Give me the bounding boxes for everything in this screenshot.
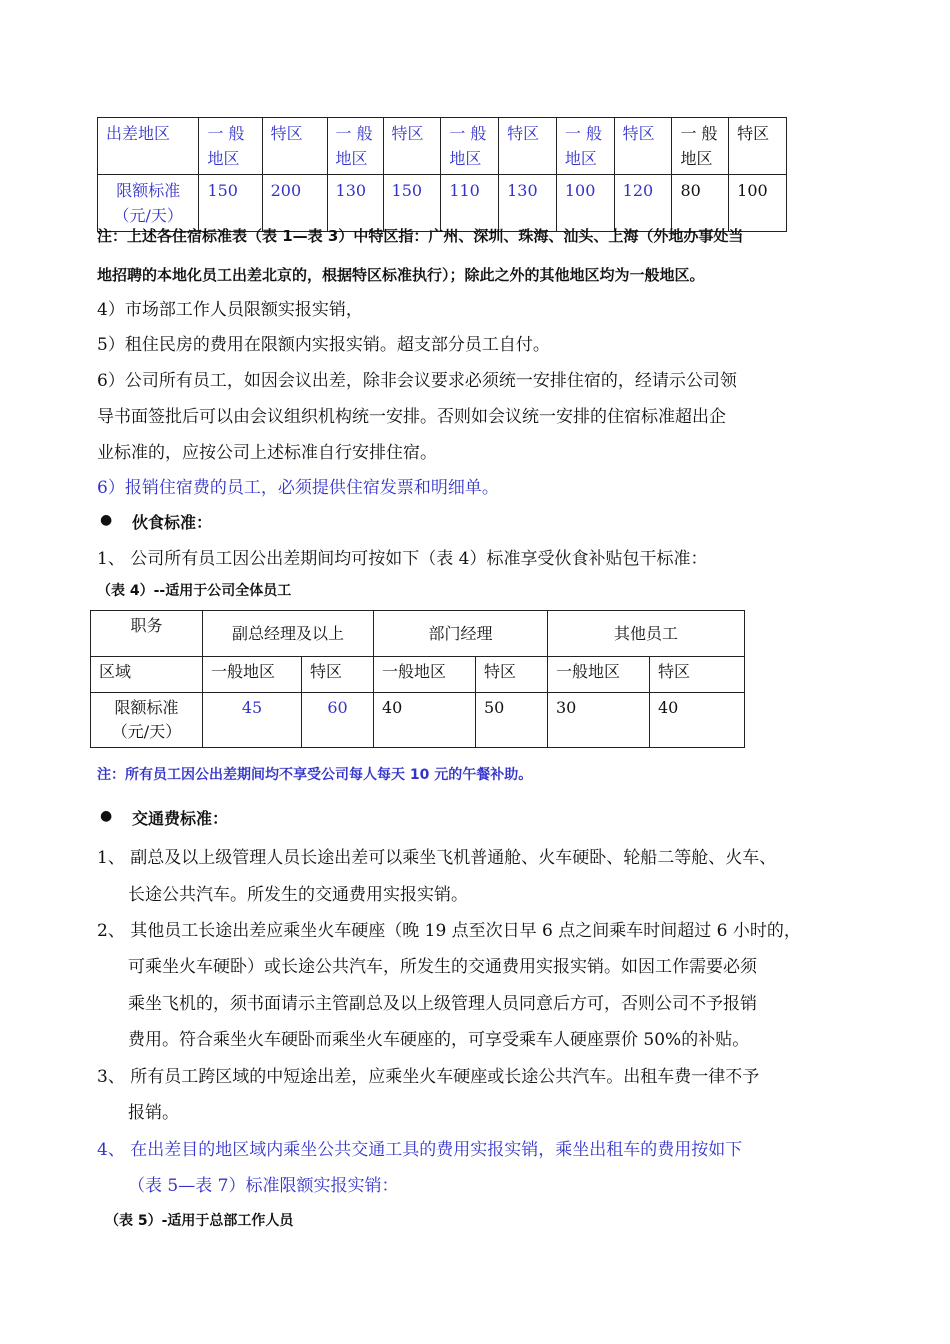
table4-caption: （表 4）--适用于公司全体员工 <box>97 583 292 599</box>
transport-item-1-text: 1、 副总及以上级管理人员长途出差可以乘坐飞机普通舱、火车硬卧、轮船二等舱、火车、 <box>97 848 777 868</box>
lodging-item-4: 4）市场部工作人员限额实报实销， <box>97 300 363 320</box>
transport-item-1-line1 <box>97 843 776 868</box>
region-label-cell: 区域 <box>91 657 203 693</box>
lodging-standard-table <box>97 117 787 232</box>
lodging-item-6-line3: 业标准的，应按公司上述标准自行安排住宿。 <box>97 443 437 463</box>
limit-value-cell: 40 <box>650 693 745 748</box>
transport-item-4-line2: （表 5—表 7）标准限额实报实销： <box>128 1176 399 1196</box>
limit-value-cell: 100 <box>556 175 614 232</box>
table5-caption: （表 5）-适用于总部工作人员 <box>105 1213 294 1229</box>
other-staff-header-cell: 其他员工 <box>548 611 745 657</box>
transport-item-3-line2: 报销。 <box>128 1103 179 1123</box>
note-lunch-allowance: 注：所有员工因公出差期间均不享受公司每人每天 10 元的午餐补助。 <box>97 767 533 783</box>
limit-value-cell: 150 <box>199 175 262 232</box>
limit-value-cell: 80 <box>672 175 729 232</box>
special-region-cell: 特区 <box>499 118 557 175</box>
bullet-icon: ● <box>100 512 113 528</box>
region-header-cell: 出差地区 <box>98 118 199 175</box>
limit-value-cell: 60 <box>302 693 374 748</box>
meal-item-1: 1、 公司所有员工因公出差期间均可按如下（表 4）标准享受伙食补贴包干标准： <box>97 549 708 569</box>
limit-value-cell: 50 <box>476 693 548 748</box>
general-region-cell: 一 般 地区 <box>199 118 262 175</box>
transport-item-1-line2: 长途公共汽车。所发生的交通费用实报实销。 <box>128 885 468 905</box>
transport-item-2-line3: 乘坐飞机的，须书面请示主管副总及以上级管理人员同意后方可，否则公司不予报销 <box>128 994 757 1014</box>
meal-allowance-table <box>90 610 745 748</box>
special-region-cell: 特区 <box>383 118 441 175</box>
meal-heading: 伙食标准： <box>132 513 213 532</box>
limit-value-cell: 120 <box>614 175 672 232</box>
general-region-cell: 一 般 地区 <box>327 118 383 175</box>
limit-value-cell: 200 <box>262 175 327 232</box>
lodging-item-6-line2: 导书面签批后可以由会议组织机构统一安排。否则如会议统一安排的住宿标准超出企 <box>97 407 726 427</box>
general-region-cell: 一 般 地区 <box>556 118 614 175</box>
vp-header-cell: 副总经理及以上 <box>203 611 374 657</box>
special-region-cell: 特区 <box>614 118 672 175</box>
transport-item-2-line1: 2、 其他员工长途出差应乘坐火车硬座（晚 19 点至次日早 6 点之间乘车时间超过 6 小时的， <box>97 921 801 941</box>
special-region-cell: 特区 <box>729 118 787 175</box>
limit-value-cell: 45 <box>203 693 302 748</box>
limit-label-cell: 限额标准（元/天） <box>91 693 203 748</box>
special-region-cell: 特区 <box>476 657 548 693</box>
general-region-cell: 一 般 地区 <box>441 118 499 175</box>
special-region-cell: 特区 <box>650 657 745 693</box>
limit-value-cell: 130 <box>327 175 383 232</box>
limit-value-cell: 30 <box>548 693 650 748</box>
general-region-cell: 一般地区 <box>203 657 302 693</box>
limit-value-cell: 110 <box>441 175 499 232</box>
lodging-item-receipt: 6）报销住宿费的员工，必须提供住宿发票和明细单。 <box>97 478 499 498</box>
dept-manager-header-cell: 部门经理 <box>374 611 548 657</box>
lodging-item-6-line1: 6）公司所有员工，如因会议出差，除非会议要求必须统一安排住宿的，经请示公司领 <box>97 371 737 391</box>
transport-item-2-line2: 可乘坐火车硬卧）或长途公共汽车，所发生的交通费用实报实销。如因工作需要必须 <box>128 957 757 977</box>
limit-label-cell: 限额标准（元/天） <box>98 175 199 232</box>
special-region-cell: 特区 <box>302 657 374 693</box>
position-header-cell: 职务 <box>91 611 203 657</box>
note-special-regions-1: 注：上述各住宿标准表（表 1—表 3）中特区指：广州、深圳、珠海、汕头、上海（外地办事处当 <box>97 227 744 245</box>
limit-value-cell: 130 <box>499 175 557 232</box>
lodging-item-5: 5）租住民房的费用在限额内实报实销。超支部分员工自付。 <box>97 335 550 355</box>
note-special-regions-2: 地招聘的本地化员工出差北京的，根据特区标准执行）；除此之外的其他地区均为一般地区。 <box>97 266 705 284</box>
limit-value-cell: 40 <box>374 693 476 748</box>
general-region-cell: 一般地区 <box>374 657 476 693</box>
transport-item-4-line1: 4、 在出差目的地区域内乘坐公共交通工具的费用实报实销，乘坐出租车的费用按如下 <box>97 1140 743 1160</box>
transport-heading: 交通费标准： <box>132 809 229 828</box>
bullet-icon: ● <box>100 808 113 824</box>
general-region-cell: 一般地区 <box>548 657 650 693</box>
transport-item-3-line1: 3、 所有员工跨区域的中短途出差，应乘坐火车硬座或长途公共汽车。出租车费一律不予 <box>97 1067 760 1087</box>
special-region-cell: 特区 <box>262 118 327 175</box>
limit-value-cell: 150 <box>383 175 441 232</box>
transport-item-2-line4: 费用。符合乘坐火车硬卧而乘坐火车硬座的，可享受乘车人硬座票价 50%的补贴。 <box>128 1030 750 1050</box>
limit-value-cell: 100 <box>729 175 787 232</box>
general-region-cell: 一 般 地区 <box>672 118 729 175</box>
